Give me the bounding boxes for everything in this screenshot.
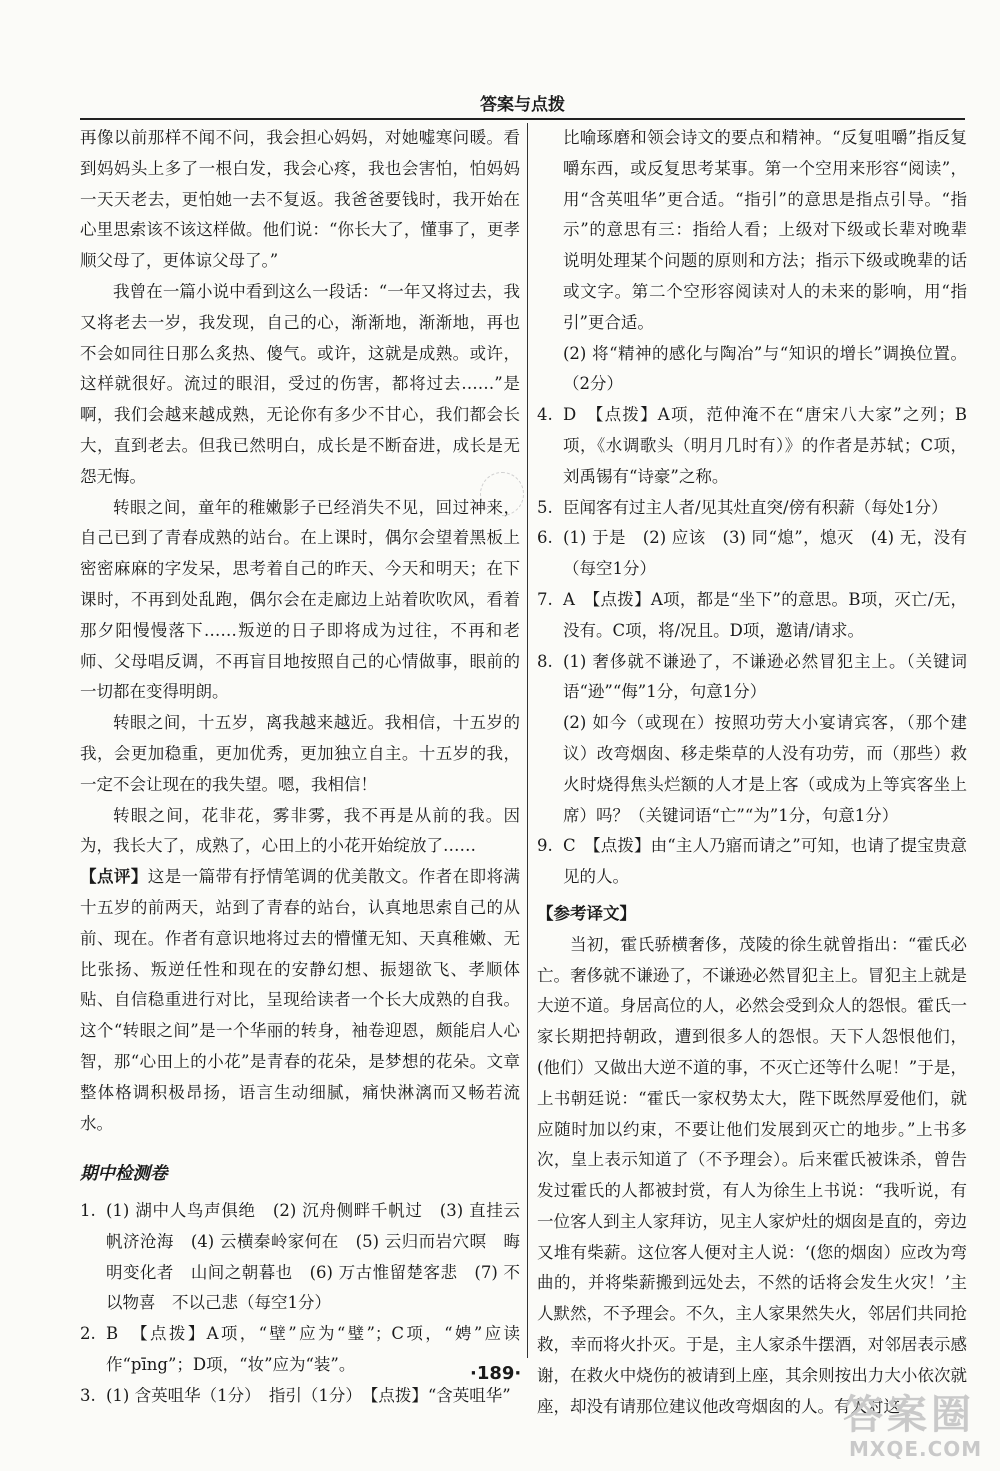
answer-item — [537, 647, 967, 709]
header-title: 答案与点拨 — [480, 95, 565, 115]
continued-text: 比喻琢磨和领会诗文的要点和精神。“反复咀嚼”指反复嚼东西，或反复思考某事。第一个空用来形容“阅读”，用“含英咀华”更合适。“指引”的意思是指点引导。“指示”的意思有三：指给人看；上级对下级或长辈对晚辈说明处理某个问题的原则和方法；指示下级或晚辈的话或文字。第二个空形容阅读对人的未来的影响，用“指引”更合适。 — [563, 128, 967, 332]
item-number — [537, 708, 563, 831]
item-number: 6. — [537, 528, 553, 548]
answer-item — [80, 1196, 520, 1319]
item-number: 2. — [80, 1324, 96, 1344]
item-text: (1) 含英咀华（1分） 指引（1分） 【点拨】“含英咀华” — [106, 1385, 511, 1405]
item-number: 5. — [537, 497, 553, 517]
item-number: 3. — [80, 1385, 96, 1405]
essay-paragraph: 再像以前那样不闻不问，我会担心妈妈，对她嘘寒问暖。看到妈妈头上多了一根白发，我会心疼，我也会害怕，怕妈妈一天天老去，更怕她一去不复返。我爸爸要钱时，我开始在心里思索该不该这样做。他们说：“你长大了，懂事了，更孝顺父母了，更体谅父母了。” — [80, 128, 520, 271]
site-watermark — [843, 1393, 993, 1465]
answer-item — [537, 400, 967, 492]
answer-item — [537, 493, 967, 524]
item-number: 9. — [537, 836, 553, 856]
column-divider — [527, 123, 528, 1358]
essay-paragraph: 转眼之间，童年的稚嫩影子已经消失不见，回过神来，自己已到了青春成熟的站台。在上课时，偶尔会望着黑板上密密麻麻的字发呆，思考着自己的昨天、今天和明天；在下课时，不再到处乱跑，偶尔会在走廊边上站着吹吹风，看着那夕阳慢慢落下……叛逆的日子即将成为过往，不再和老师、父母唱反调，不再盲目地按照自己的心情做事，眼前的一切都在变得明朗。 — [80, 497, 520, 702]
answer-item — [80, 1381, 520, 1412]
reference-translation: 当初，霍氏骄横奢侈，茂陵的徐生就曾指出：“霍氏必亡。奢侈就不谦逊了，不谦逊必然冒犯主上。冒犯主上就是大逆不道。身居高位的人，必然会受到众人的怨恨。霍氏一家长期把持朝政，遭到很多人的怨恨。天下人怨恨他们，(他们）又做出大逆不道的事，不灭亡还等什么呢！”于是，上书朝廷说：“霍氏一家权势太大，陛下既然厚爱他们，就应随时加以约束，不要让他们发展到灭亡的地步。”上书多次，皇上表示知道了（不予理会）。后来霍氏被诛杀，曾告发过霍氏的人都被封赏，有人为徐生上书说：“我听说，有一位客人到主人家拜访，见主人家炉灶的烟囱是直的，旁边又堆有柴薪。这位客人便对主人说：‘(您的烟囱）应改为弯曲的，并将柴薪搬到远处去，不然的话将会发生火灾！’主人默然，不予理会。不久，主人家果然失火，邻居们共同抢救，幸而将火扑灭。于是，主人家杀牛摆酒，对邻居表示感谢，在救火中烧伤的被请到上座，其余则按出力大小依次就座，却没有请那位建议他改弯烟囱的人。有人对这 — [537, 934, 967, 1416]
item-number: 7. — [537, 589, 553, 609]
item-text: (1) 于是 (2) 应该 (3) 同“熄”，熄灭 (4) 无，没有（每空1分） — [563, 528, 967, 579]
answer-item — [537, 585, 967, 647]
right-column — [537, 123, 967, 1422]
answer-item — [537, 523, 967, 585]
section-title: 期中检测卷 — [80, 1164, 168, 1185]
item-number: 4. — [537, 405, 553, 425]
essay-paragraph: 转眼之间，十五岁，离我越来越近。我相信，十五岁的我，会更加稳重，更加优秀，更加独立自主。十五岁的我，一定不会让现在的我失望。嗯，我相信！ — [80, 713, 520, 794]
reference-translation-tag: 【参考译文】 — [537, 903, 636, 923]
comment-paragraph — [80, 862, 520, 1139]
item-text: 臣闻客有过主人者/见其灶直突/傍有积薪（每处1分） — [563, 497, 948, 517]
watermark-logo: 答案圈 — [843, 1392, 975, 1438]
left-column — [80, 123, 520, 1412]
essay-paragraph: 转眼之间，花非花，雾非雾，我不再是从前的我。因为，我长大了，成熟了，心田上的小花开始绽放了…… — [80, 805, 520, 856]
item-text: B 【点拨】A项，“壁”应为“璧”；C项，“娉”应读作“pīng”；D项，“妆”应为“装”。 — [106, 1324, 520, 1375]
item-text: D 【点拨】A项，范仲淹不在“唐宋八大家”之列；B项，《水调歌头（明月几时有）》的作者是苏轼；C项，刘禹锡有“诗豪”之称。 — [563, 405, 967, 486]
item-number: 8. — [537, 651, 553, 671]
page-header — [80, 88, 965, 120]
item-text: A 【点拨】A项，都是“坐下”的意思。B项，灭亡/无，没有。C项，将/况且。D项，邀请/请求。 — [563, 589, 967, 640]
item-text: (2) 如今（或现在）按照功劳大小宴请宾客，（那个建议）改弯烟囱、移走柴草的人没有功劳，而（那些）救火时烧得焦头烂额的人才是上客（或成为上等宾客坐上席）吗？（关键词语“亡”“为”1分，句意1分） — [563, 713, 967, 825]
page-number: ·189· — [470, 1363, 522, 1384]
answer-item — [537, 831, 967, 893]
comment-tag: 【点评】 — [80, 867, 148, 887]
essay-paragraph: 我曾在一篇小说中看到这么一段话：“一年又将过去，我又将老去一岁，我发现，自己的心，渐渐地，渐渐地，再也不会如同往日那么炙热、傻气。或许，这就是成熟。或许，这样就很好。流过的眼泪，受过的伤害，都将过去……”是啊，我们会越来越成熟，无论你有多少不甘心，我们都会长大，直到老去。但我已然明白，成长是不断奋进，成长是无怨无悔。 — [80, 281, 520, 486]
watermark-url: MXQE.COM — [849, 1437, 983, 1461]
item-text: (1) 奢侈就不谦逊了，不谦逊必然冒犯主上。（关键词语“逊”“侮”1分，句意1分） — [563, 651, 967, 702]
item-number: 1. — [80, 1201, 96, 1221]
item-text: (1) 湖中人鸟声俱绝 (2) 沉舟侧畔千帆过 (3) 直挂云帆济沧海 (4) 云横秦岭家何在 (5) 云归而岩穴暝 晦明变化者 山间之朝暮也 (6) 万古惟留楚客悲 (7) 不以物喜 不以己悲（每空1分） — [106, 1201, 520, 1313]
answer-item — [80, 1319, 520, 1381]
answer-item — [537, 708, 967, 831]
comment-text: 这是一篇带有抒情笔调的优美散文。作者在即将满十五岁的前两天，站到了青春的站台，认真地思索自己的从前、现在。作者有意识地将过去的懵懂无知、天真稚嫩、无比张扬、叛逆任性和现在的安静幻想、振翅欲飞、孝顺体贴、自信稳重进行对比，呈现给读者一个长大成熟的自我。这个“转眼之间”是一个华丽的转身，袖卷迎恩，颇能启人心智，那“心田上的小花”是青春的花朵，是梦想的花朵。文章整体格调积极昂扬，语言生动细腻，痛快淋漓而又畅若流水。 — [80, 867, 521, 1133]
continued-subitem: (2) 将“精神的感化与陶冶”与“知识的增长”调换位置。（2分） — [563, 343, 967, 394]
item-text: C 【点拨】由“主人乃寤而请之”可知，也请了提宝贵意见的人。 — [563, 836, 967, 887]
